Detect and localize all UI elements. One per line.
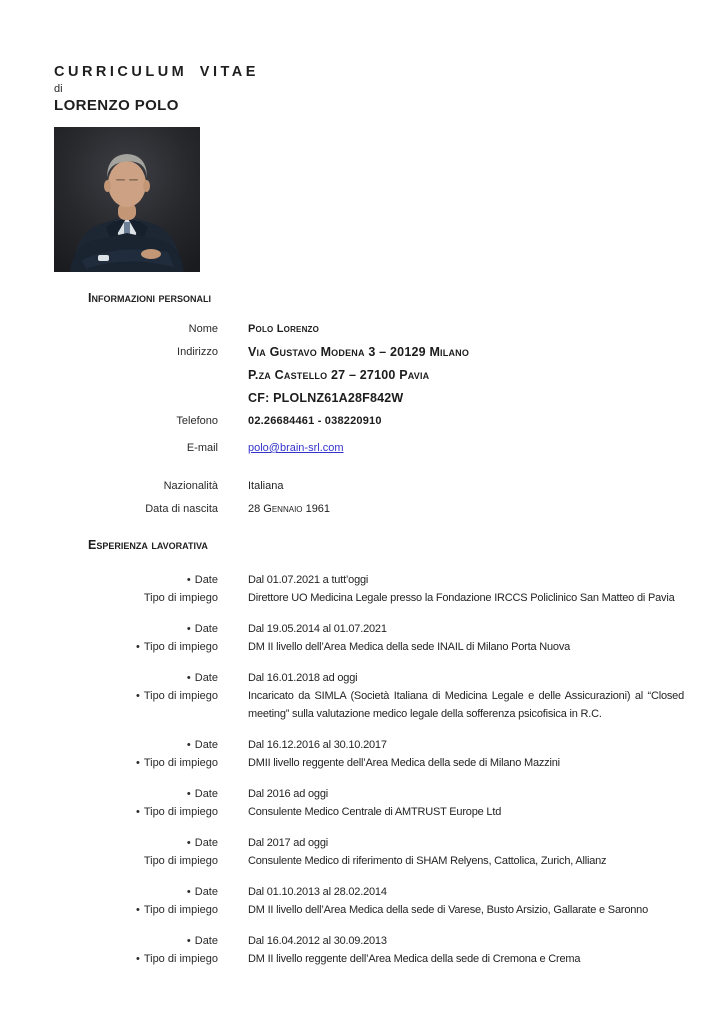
- experience-heading: Esperienza lavorativa: [88, 538, 208, 552]
- date-value: Dal 2016 ad oggi: [248, 788, 328, 800]
- entry-tipo-row: [0, 950, 724, 968]
- tipo-label: Tipo di impiego: [143, 690, 218, 702]
- date-label: Date: [194, 788, 218, 800]
- bullet-marker: •: [186, 672, 191, 684]
- experience-entry: [0, 883, 724, 919]
- nome-value: Polo Lorenzo: [248, 323, 320, 335]
- personal-info-heading: Informazioni personali: [88, 291, 211, 305]
- experience-entry: [0, 669, 724, 723]
- tipo-label: Tipo di impiego: [143, 757, 218, 769]
- cv-title: CURRICULUM VITAE: [54, 64, 259, 80]
- bullet-marker: •: [186, 837, 191, 849]
- experience-entry: [0, 571, 724, 607]
- bullet-marker: •: [135, 641, 140, 653]
- tipo-value: DM II livello dell’Area Medica della sede INAIL di Milano Porta Nuova: [248, 641, 571, 653]
- indirizzo-value: [248, 341, 684, 410]
- entry-date-row: [0, 785, 724, 803]
- tipo-label: Tipo di impiego: [143, 592, 218, 604]
- date-label: Date: [194, 886, 218, 898]
- nazionalita-label: Nazionalità: [163, 480, 218, 492]
- date-value: Dal 16.12.2016 al 30.10.2017: [248, 739, 387, 751]
- personal-info-section: [0, 291, 724, 521]
- date-label: Date: [194, 837, 218, 849]
- data-di-nascita-label: Data di nascita: [145, 503, 218, 515]
- experience-section: [0, 538, 724, 968]
- row-nazionalita: [0, 475, 724, 498]
- tipo-value: Incaricato da SIMLA (Società Italiana di Medicina Legale e delle Assicurazioni) al “Closed meeting” sulla valutazione medico legale della sofferenza psicofisica in R.C.: [248, 690, 684, 720]
- bullet-marker: •: [135, 953, 140, 965]
- entry-date-row: [0, 883, 724, 901]
- bullet-marker: •: [186, 623, 191, 635]
- experience-entry: [0, 785, 724, 821]
- bullet-marker: •: [135, 690, 140, 702]
- experience-entry: [0, 932, 724, 968]
- date-label: Date: [194, 574, 218, 586]
- tipo-label: Tipo di impiego: [143, 641, 218, 653]
- date-label: Date: [194, 623, 218, 635]
- email-label: E-mail: [186, 442, 218, 454]
- entry-date-row: [0, 834, 724, 852]
- date-value: Dal 01.07.2021 a tutt’oggi: [248, 574, 369, 586]
- row-email: [0, 437, 724, 460]
- data-di-nascita-value: 28 Gennaio 1961: [248, 503, 331, 515]
- experience-entry: [0, 620, 724, 656]
- email-link[interactable]: polo@brain-srl.com: [248, 442, 344, 454]
- date-label: Date: [194, 672, 218, 684]
- portrait-photo-image: [54, 127, 200, 272]
- bullet-marker: •: [135, 904, 140, 916]
- row-data-di-nascita: [0, 498, 724, 521]
- nazionalita-value: Italiana: [248, 480, 284, 492]
- indirizzo-line-2: P.za Castello 27 – 27100 Pavia: [248, 368, 430, 382]
- date-label: Date: [194, 935, 218, 947]
- tipo-label: Tipo di impiego: [143, 855, 218, 867]
- date-value: Dal 2017 ad oggi: [248, 837, 328, 849]
- entry-date-row: [0, 669, 724, 687]
- date-value: Dal 16.01.2018 ad oggi: [248, 672, 358, 684]
- tipo-label: Tipo di impiego: [143, 904, 218, 916]
- nome-label: Nome: [188, 323, 218, 335]
- tipo-value: DM II livello dell’Area Medica della sede di Varese, Busto Arsizio, Gallarate e Saronno: [248, 904, 648, 916]
- experience-entry: [0, 736, 724, 772]
- telefono-value: 02.26684461 - 038220910: [248, 415, 382, 427]
- entry-tipo-row: [0, 687, 724, 723]
- bullet-marker: •: [186, 788, 191, 800]
- cv-person-name: LORENZO POLO: [54, 97, 179, 114]
- date-label: Date: [194, 739, 218, 751]
- bullet-marker: •: [135, 757, 140, 769]
- date-value: Dal 19.05.2014 al 01.07.2021: [248, 623, 387, 635]
- entry-date-row: [0, 736, 724, 754]
- telefono-label: Telefono: [176, 415, 218, 427]
- bullet-marker: •: [186, 739, 191, 751]
- tipo-value: Consulente Medico di riferimento di SHAM Relyens, Cattolica, Zurich, Allianz: [248, 855, 607, 867]
- entry-tipo-row: [0, 852, 724, 870]
- tipo-label: Tipo di impiego: [143, 806, 218, 818]
- portrait-photo: [54, 127, 200, 272]
- entry-date-row: [0, 620, 724, 638]
- tipo-value: DM II livello reggente dell’Area Medica della sede di Cremona e Crema: [248, 953, 581, 965]
- codice-fiscale: CF: PLOLNZ61A28F842W: [248, 391, 404, 405]
- entry-date-row: [0, 932, 724, 950]
- entry-tipo-row: [0, 638, 724, 656]
- entry-tipo-row: [0, 803, 724, 821]
- experience-entry: [0, 834, 724, 870]
- tipo-value: Direttore UO Medicina Legale presso la Fondazione IRCCS Policlinico San Matteo di Pavia: [248, 592, 675, 604]
- row-indirizzo: [0, 341, 724, 410]
- tipo-value: Consulente Medico Centrale di AMTRUST Europe Ltd: [248, 806, 502, 818]
- indirizzo-line-1: Via Gustavo Modena 3 – 20129 Milano: [248, 345, 470, 359]
- bullet-marker: •: [186, 935, 191, 947]
- bullet-marker: •: [186, 886, 191, 898]
- entry-tipo-row: [0, 754, 724, 772]
- date-value: Dal 16.04.2012 al 30.09.2013: [248, 935, 387, 947]
- entry-tipo-row: [0, 589, 724, 607]
- tipo-value: DMII livello reggente dell’Area Medica della sede di Milano Mazzini: [248, 757, 560, 769]
- entry-tipo-row: [0, 901, 724, 919]
- bullet-marker: •: [186, 574, 191, 586]
- entry-date-row: [0, 571, 724, 589]
- indirizzo-label: Indirizzo: [177, 346, 218, 358]
- row-nome: [0, 318, 724, 341]
- cv-header: [0, 0, 724, 114]
- row-telefono: [0, 410, 724, 433]
- bullet-marker: •: [135, 806, 140, 818]
- tipo-label: Tipo di impiego: [143, 953, 218, 965]
- date-value: Dal 01.10.2013 al 28.02.2014: [248, 886, 387, 898]
- experience-entries: [0, 571, 724, 968]
- cv-di-label: di: [54, 83, 63, 95]
